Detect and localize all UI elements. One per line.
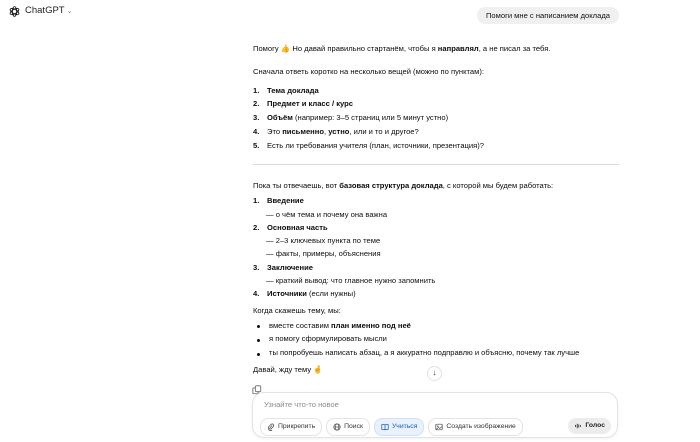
item-title: письменно	[282, 127, 324, 137]
list-item	[253, 113, 621, 123]
paperclip-icon	[267, 423, 275, 431]
item-title: Основная часть	[267, 222, 328, 232]
item-title: план именно под неё	[331, 320, 411, 330]
sub-item: — 2–3 ключевых пункта по теме	[266, 236, 381, 245]
sub-item: — факты, примеры, объяснения	[266, 249, 381, 259]
item-text: , или и то и другое?	[349, 127, 419, 137]
sub-item: — о чём тема и почему она важна	[266, 209, 388, 219]
intro-paragraph	[253, 44, 621, 54]
chevron-down-icon: ⌄	[66, 7, 73, 15]
app-name: ChatGPT	[25, 5, 65, 16]
text: Давай, жду тему	[253, 365, 314, 375]
item-number: 4.	[253, 127, 260, 137]
list-item	[253, 334, 621, 344]
list-item	[253, 289, 621, 299]
attach-button[interactable]	[260, 418, 322, 436]
assistant-message	[253, 44, 621, 151]
scroll-down-button[interactable]	[427, 366, 442, 381]
item-title: Источники	[267, 289, 307, 298]
ask-line: Сначала ответь коротко на несколько вещей (можно по пунктам):	[253, 67, 484, 77]
item-title: Заключение	[267, 262, 314, 272]
item-title: устно	[328, 127, 350, 137]
item-text: (например: 3–5 страниц или 5 минут устно)	[292, 113, 449, 123]
list-item	[253, 86, 621, 96]
list-item	[253, 99, 621, 109]
text: , с которой мы будем работать:	[442, 181, 554, 190]
chatgpt-logo-icon	[8, 5, 21, 18]
message-input[interactable]	[262, 399, 566, 410]
user-message: Помоги мне с написанием доклада	[477, 7, 619, 24]
item-number: 3.	[253, 113, 260, 123]
text: Пока ты отвечаешь, вот	[253, 181, 340, 190]
list-item	[253, 348, 621, 358]
list-item	[253, 223, 621, 233]
voice-button[interactable]	[568, 418, 611, 434]
when-line: Когда скажешь тему, мы:	[253, 306, 341, 316]
study-label: Учиться	[391, 423, 418, 431]
item-number: 4.	[253, 289, 260, 298]
text: Помогу	[253, 44, 281, 53]
arrow-down-icon: ↓	[432, 368, 437, 378]
item-text: Это	[267, 127, 283, 137]
globe-icon	[333, 423, 341, 431]
book-icon	[381, 423, 389, 431]
item-number: 1.	[253, 85, 260, 95]
attach-label: Прикрепить	[278, 423, 316, 431]
list-item	[253, 263, 621, 273]
list-item	[253, 127, 621, 137]
composer	[252, 392, 618, 438]
item-title: Введение	[267, 196, 304, 206]
item-number: 2.	[253, 222, 260, 232]
text: Но давай правильно стартанём, чтобы я	[290, 44, 438, 53]
text: , а не писал за тебя.	[478, 44, 551, 53]
crossed-fingers-emoji: 🤞	[313, 365, 323, 375]
item-text: я помогу сформулировать мысли	[269, 334, 387, 344]
thumbs-up-emoji: 👍	[280, 44, 291, 53]
search-label: Поиск	[344, 423, 363, 431]
list-item	[253, 321, 621, 331]
search-button[interactable]	[326, 418, 370, 436]
item-text: ,	[324, 127, 329, 137]
item-text: вместе составим	[269, 320, 332, 330]
bold-text: направлял	[437, 44, 479, 53]
voice-label: Голос	[585, 422, 605, 430]
image-brush-icon	[435, 423, 443, 431]
list-item	[253, 196, 621, 206]
item-title: Предмет и класс / курс	[267, 99, 353, 109]
item-text: Есть ли требования учителя (план, источники, презентация)?	[267, 140, 485, 150]
bullet-list	[253, 321, 621, 359]
structure-list	[253, 196, 621, 299]
composer-tools	[260, 418, 523, 436]
item-number: 3.	[253, 262, 260, 272]
study-button[interactable]	[374, 418, 424, 436]
item-title: Объём	[267, 113, 293, 123]
create-image-label: Создать изображение	[446, 423, 516, 431]
item-title: Тема доклада	[267, 85, 319, 95]
item-text: (если нужны)	[306, 289, 356, 298]
create-image-button[interactable]	[428, 418, 522, 436]
item-number: 2.	[253, 99, 260, 109]
bullet-icon	[257, 353, 260, 356]
voice-waveform-icon	[574, 422, 582, 430]
top-bar	[0, 0, 700, 26]
assistant-message-part-2	[253, 181, 621, 376]
bold-text: базовая структура доклада	[339, 181, 443, 190]
bullet-icon	[257, 325, 260, 328]
sub-item: — краткий вывод: что главное нужно запомнить	[266, 275, 436, 285]
list-item	[253, 141, 621, 151]
item-text: ты попробуешь написать абзац, а я аккуратно подправлю и объясню, почему так лучше	[269, 348, 580, 357]
item-number: 1.	[253, 196, 260, 206]
bullet-icon	[257, 339, 260, 342]
structure-intro	[253, 181, 621, 191]
questions-list	[253, 86, 621, 152]
divider	[253, 164, 619, 165]
model-selector[interactable]	[25, 5, 72, 18]
item-number: 5.	[253, 140, 260, 150]
